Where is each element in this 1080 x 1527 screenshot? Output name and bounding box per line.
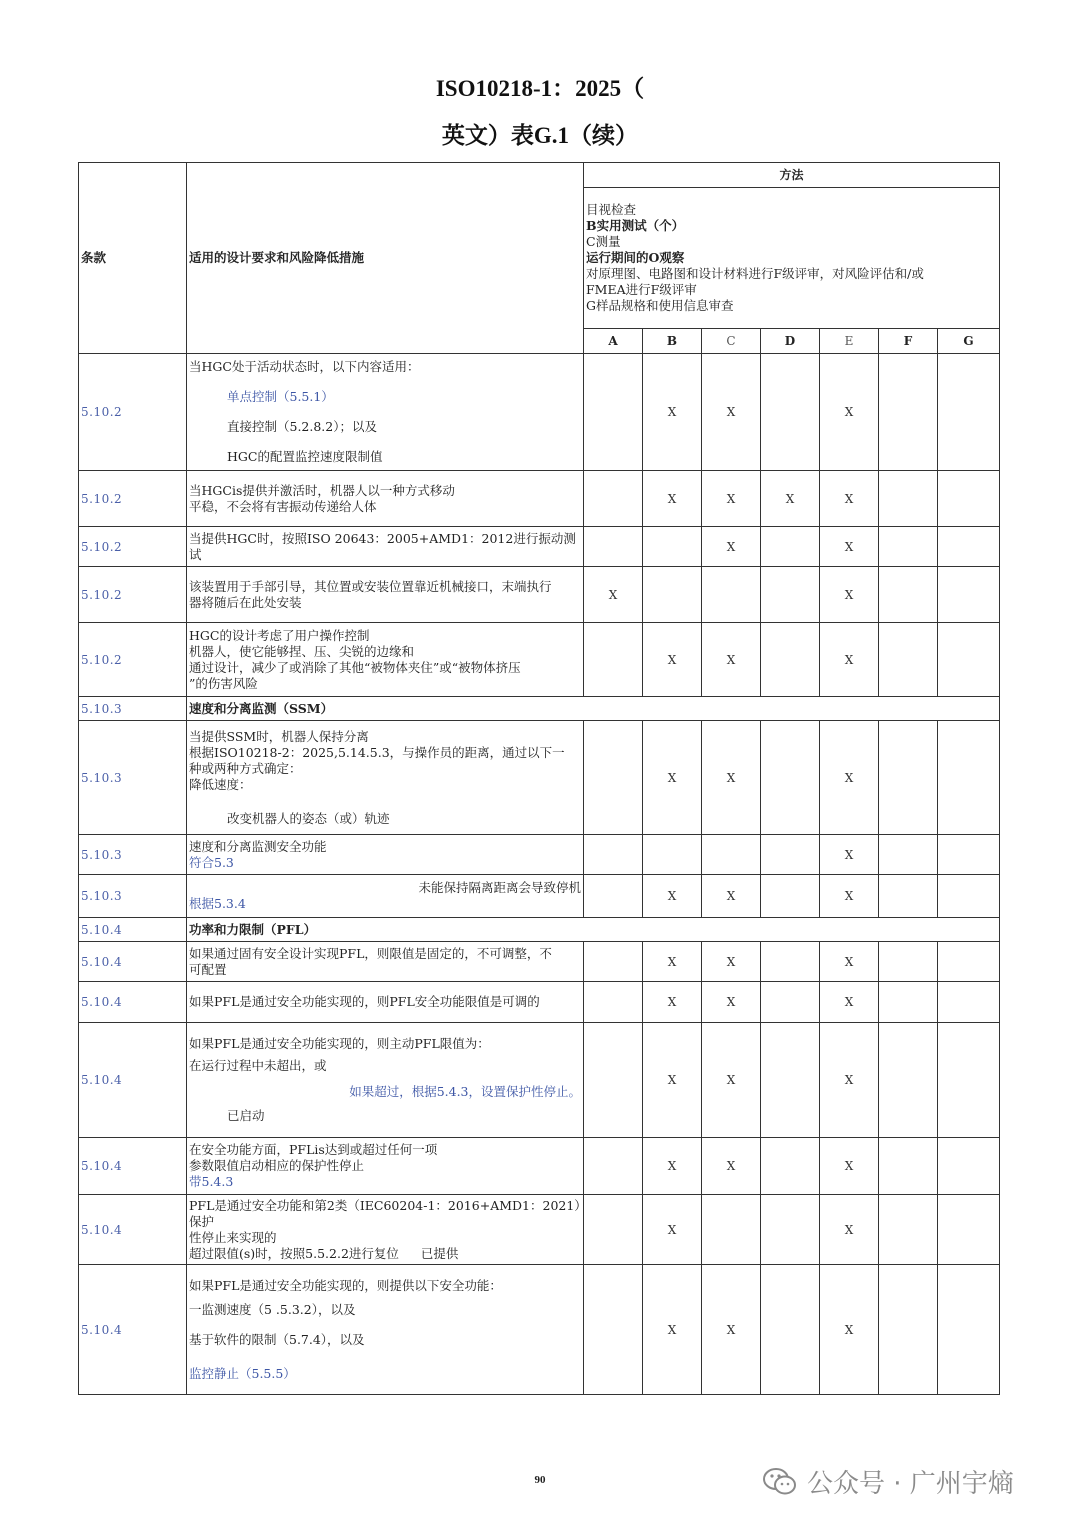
requirement-cell bbox=[187, 1023, 584, 1138]
mark-e: X bbox=[820, 623, 879, 697]
table-row bbox=[79, 1023, 1000, 1138]
table-row bbox=[79, 982, 1000, 1023]
mark-g bbox=[938, 1023, 1000, 1138]
req-line: 在安全功能方面，PFLis达到或超过任何一项 bbox=[189, 1142, 438, 1157]
mark-f bbox=[879, 567, 938, 623]
document-title-line1: ISO10218-1：2025（ bbox=[435, 76, 645, 101]
requirement-cell bbox=[187, 567, 584, 623]
mark-f bbox=[879, 982, 938, 1023]
req-line: 参数限值启动相应的保护性停止 bbox=[189, 1158, 365, 1173]
req-line: 单点控制（5.5.1） bbox=[227, 389, 334, 404]
mark-a bbox=[584, 835, 643, 875]
mark-d bbox=[761, 623, 820, 697]
req-line: 如果PFL是通过安全功能实现的，则PFL安全功能限值是可调的 bbox=[189, 994, 540, 1009]
mark-g bbox=[938, 721, 1000, 835]
table-row bbox=[79, 567, 1000, 623]
mark-f bbox=[879, 942, 938, 982]
mark-c: X bbox=[702, 982, 761, 1023]
mark-d bbox=[761, 1195, 820, 1265]
req-line: 直接控制（5.2.8.2）；以及 bbox=[227, 419, 377, 434]
mark-a bbox=[584, 1195, 643, 1265]
mark-e: X bbox=[820, 1265, 879, 1395]
req-line: 如果PFL是通过安全功能实现的，则提供以下安全功能： bbox=[189, 1277, 502, 1293]
document-title-line2: 英文）表G.1（续） bbox=[441, 123, 639, 148]
mark-b: X bbox=[643, 1023, 702, 1138]
method-legend bbox=[584, 188, 1000, 329]
mark-e: X bbox=[820, 567, 879, 623]
req-line: 当HGCis提供并激活时，机器人以一种方式移动 bbox=[189, 482, 455, 498]
mark-d: X bbox=[761, 471, 820, 527]
table-row bbox=[79, 623, 1000, 697]
req-line: 根据ISO10218-2：2025,5.14.5.3，与操作员的距离，通过以下一 bbox=[189, 744, 565, 760]
req-line: 一监测速度（5 .5.3.2），以及 bbox=[189, 1301, 356, 1317]
requirement-cell bbox=[187, 1195, 584, 1265]
method-legend-b: B实用测试（个） bbox=[586, 218, 685, 233]
mark-c: X bbox=[702, 1023, 761, 1138]
mark-g bbox=[938, 567, 1000, 623]
header-clause: 条款 bbox=[79, 163, 187, 354]
requirement-cell bbox=[187, 982, 584, 1023]
requirement-cell bbox=[187, 471, 584, 527]
wechat-icon bbox=[763, 1468, 797, 1496]
section-row bbox=[79, 918, 1000, 942]
method-legend-g: G样品规格和使用信息审查 bbox=[586, 298, 734, 313]
mark-a bbox=[584, 982, 643, 1023]
table-row bbox=[79, 942, 1000, 982]
mark-e: X bbox=[820, 1195, 879, 1265]
req-line: 平稳，不会将有害振动传递给人体 bbox=[189, 498, 377, 514]
clause-cell: 5.10.4 bbox=[79, 1195, 187, 1265]
req-line-part: 超过限值(s)时，按照5.5.2.2进行复位 bbox=[189, 1245, 399, 1261]
mark-e: X bbox=[820, 354, 879, 471]
requirement-cell bbox=[187, 1265, 584, 1395]
mark-f bbox=[879, 835, 938, 875]
mark-b: X bbox=[643, 875, 702, 918]
table-row bbox=[79, 527, 1000, 567]
col-e: E bbox=[820, 329, 879, 354]
requirement-cell bbox=[187, 875, 584, 918]
mark-f bbox=[879, 1195, 938, 1265]
req-line: 根据5.3.4 bbox=[189, 896, 246, 911]
table-row bbox=[79, 1195, 1000, 1265]
clause-cell: 5.10.4 bbox=[79, 918, 187, 942]
mark-g bbox=[938, 354, 1000, 471]
mark-c: X bbox=[702, 354, 761, 471]
mark-c bbox=[702, 1195, 761, 1265]
mark-b bbox=[643, 835, 702, 875]
mark-f bbox=[879, 1138, 938, 1195]
mark-b: X bbox=[643, 1195, 702, 1265]
clause-cell: 5.10.2 bbox=[79, 471, 187, 527]
mark-e: X bbox=[820, 835, 879, 875]
clause-cell: 5.10.4 bbox=[79, 942, 187, 982]
mark-c: X bbox=[702, 1138, 761, 1195]
mark-f bbox=[879, 527, 938, 567]
mark-g bbox=[938, 982, 1000, 1023]
mark-e: X bbox=[820, 942, 879, 982]
mark-f bbox=[879, 471, 938, 527]
mark-a bbox=[584, 527, 643, 567]
clause-cell: 5.10.3 bbox=[79, 721, 187, 835]
req-line: HGC的配置监控速度限制值 bbox=[227, 449, 383, 464]
mark-d bbox=[761, 875, 820, 918]
mark-d bbox=[761, 1023, 820, 1138]
mark-d bbox=[761, 942, 820, 982]
mark-e: X bbox=[820, 1138, 879, 1195]
col-a: A bbox=[584, 329, 643, 354]
req-line: 未能保持隔离距离会导致停机 bbox=[418, 880, 581, 895]
mark-a bbox=[584, 1023, 643, 1138]
watermark-text: 公众号 · 广州宇熵 bbox=[807, 1469, 1014, 1499]
requirement-cell bbox=[187, 354, 584, 471]
mark-b: X bbox=[643, 1138, 702, 1195]
method-legend-a: 目视检查 bbox=[586, 202, 637, 217]
mark-d bbox=[761, 527, 820, 567]
req-line: ”的伤害风险 bbox=[189, 675, 258, 691]
mark-c: X bbox=[702, 721, 761, 835]
requirements-table bbox=[78, 162, 1000, 1395]
mark-d bbox=[761, 1138, 820, 1195]
col-d: D bbox=[761, 329, 820, 354]
clause-cell: 5.10.3 bbox=[79, 835, 187, 875]
mark-e: X bbox=[820, 1023, 879, 1138]
mark-b bbox=[643, 527, 702, 567]
mark-d bbox=[761, 721, 820, 835]
mark-f bbox=[879, 623, 938, 697]
table-row bbox=[79, 471, 1000, 527]
req-line: 通过设计，减少了或消除了其他“被物体夹住”或“被物体挤压 bbox=[189, 659, 521, 675]
mark-g bbox=[938, 875, 1000, 918]
mark-a bbox=[584, 1265, 643, 1395]
clause-cell: 5.10.3 bbox=[79, 697, 187, 721]
mark-b: X bbox=[643, 721, 702, 835]
requirement-cell bbox=[187, 623, 584, 697]
req-line bbox=[189, 1246, 581, 1262]
clause-cell: 5.10.2 bbox=[79, 623, 187, 697]
requirement-cell bbox=[187, 721, 584, 835]
req-line: 当HGC处于活动状态时，以下内容适用： bbox=[189, 359, 420, 374]
header-method: 方法 bbox=[584, 163, 1000, 188]
method-legend-c: C测量 bbox=[586, 234, 621, 249]
req-line: 监控静止（5.5.5） bbox=[189, 1365, 296, 1381]
page-number: 90 bbox=[534, 1474, 546, 1486]
table-row bbox=[79, 1265, 1000, 1395]
req-line: 改变机器人的姿态（或）轨迹 bbox=[227, 810, 390, 826]
mark-e: X bbox=[820, 471, 879, 527]
clause-cell: 5.10.3 bbox=[79, 875, 187, 918]
req-line: 如果PFL是通过安全功能实现的，则主动PFL限值为： bbox=[189, 1036, 490, 1051]
req-line: 性停止来实现的 bbox=[189, 1229, 277, 1245]
mark-c: X bbox=[702, 1265, 761, 1395]
req-line: 当提供SSM时，机器人保持分离 bbox=[189, 728, 369, 744]
table-row bbox=[79, 875, 1000, 918]
clause-cell: 5.10.2 bbox=[79, 354, 187, 471]
req-line: 已启动 bbox=[227, 1108, 265, 1123]
mark-g bbox=[938, 835, 1000, 875]
mark-a: X bbox=[584, 567, 643, 623]
req-line: 符合5.3 bbox=[189, 854, 234, 870]
method-legend-f2: FMEA进行F级评审 bbox=[586, 282, 697, 297]
req-line: 器将随后在此处安装 bbox=[189, 594, 302, 610]
mark-f bbox=[879, 1023, 938, 1138]
mark-c: X bbox=[702, 942, 761, 982]
req-line: 速度和分离监测安全功能 bbox=[189, 838, 327, 854]
mark-c bbox=[702, 835, 761, 875]
req-line: 如果超过，根据5.4.3，设置保护性停止。 bbox=[349, 1084, 581, 1099]
req-line: 可配置 bbox=[189, 961, 227, 977]
req-line: 该装置用于手部引导，其位置或安装位置靠近机械接口，末端执行 bbox=[189, 578, 552, 594]
method-legend-f1: 对原理图、电路图和设计材料进行F级评审，对风险评估和/或 bbox=[586, 266, 924, 281]
req-line: HGC的设计考虑了用户操作控制 bbox=[189, 627, 370, 643]
requirement-cell bbox=[187, 527, 584, 567]
col-c: C bbox=[702, 329, 761, 354]
mark-g bbox=[938, 623, 1000, 697]
mark-a bbox=[584, 471, 643, 527]
mark-d bbox=[761, 982, 820, 1023]
mark-e: X bbox=[820, 875, 879, 918]
mark-a bbox=[584, 1138, 643, 1195]
col-g: G bbox=[938, 329, 1000, 354]
req-line: 如果通过固有安全设计实现PFL，则限值是固定的，不可调整，不 bbox=[189, 945, 552, 961]
mark-b bbox=[643, 567, 702, 623]
mark-e: X bbox=[820, 721, 879, 835]
mark-b: X bbox=[643, 354, 702, 471]
req-line: 当提供HGC时，按照ISO 20643：2005+AMD1：2012进行振动测 bbox=[189, 530, 576, 546]
mark-c: X bbox=[702, 875, 761, 918]
section-title: 功率和力限制（PFL） bbox=[187, 918, 1000, 942]
req-line: 种或两种方式确定： bbox=[189, 760, 302, 776]
mark-e: X bbox=[820, 527, 879, 567]
req-line: 在运行过程中未超出，或 bbox=[189, 1058, 327, 1073]
mark-f bbox=[879, 354, 938, 471]
req-line: 试 bbox=[189, 546, 202, 562]
clause-cell: 5.10.4 bbox=[79, 1265, 187, 1395]
table-row bbox=[79, 1138, 1000, 1195]
clause-cell: 5.10.4 bbox=[79, 982, 187, 1023]
mark-a bbox=[584, 875, 643, 918]
mark-b: X bbox=[643, 1265, 702, 1395]
mark-c bbox=[702, 567, 761, 623]
method-legend-d: 运行期间的O观察 bbox=[586, 250, 685, 265]
mark-a bbox=[584, 721, 643, 835]
mark-c: X bbox=[702, 623, 761, 697]
mark-g bbox=[938, 942, 1000, 982]
clause-cell: 5.10.2 bbox=[79, 567, 187, 623]
mark-b: X bbox=[643, 982, 702, 1023]
req-line-part: 已提供 bbox=[420, 1245, 459, 1261]
mark-c: X bbox=[702, 471, 761, 527]
mark-d bbox=[761, 835, 820, 875]
mark-b: X bbox=[643, 471, 702, 527]
mark-a bbox=[584, 354, 643, 471]
table-row bbox=[79, 835, 1000, 875]
mark-g bbox=[938, 1138, 1000, 1195]
requirement-cell bbox=[187, 835, 584, 875]
mark-f bbox=[879, 875, 938, 918]
mark-b: X bbox=[643, 623, 702, 697]
section-title: 速度和分离监测（SSM） bbox=[187, 697, 1000, 721]
req-line: 机器人，使它能够捏、压、尖锐的边缘和 bbox=[189, 643, 415, 659]
clause-cell: 5.10.4 bbox=[79, 1138, 187, 1195]
mark-d bbox=[761, 354, 820, 471]
col-b: B bbox=[643, 329, 702, 354]
clause-cell: 5.10.4 bbox=[79, 1023, 187, 1138]
req-line: 基于软件的限制（5.7.4），以及 bbox=[189, 1331, 365, 1347]
mark-e: X bbox=[820, 982, 879, 1023]
mark-d bbox=[761, 567, 820, 623]
mark-c: X bbox=[702, 527, 761, 567]
req-line: PFL是通过安全功能和第2类（IEC60204-1：2016+AMD1：2021）保护 bbox=[189, 1197, 581, 1229]
mark-a bbox=[584, 942, 643, 982]
mark-a bbox=[584, 623, 643, 697]
mark-f bbox=[879, 721, 938, 835]
watermark bbox=[763, 1463, 1014, 1500]
req-line: 降低速度： bbox=[189, 776, 252, 792]
requirement-cell bbox=[187, 942, 584, 982]
clause-cell: 5.10.2 bbox=[79, 527, 187, 567]
mark-g bbox=[938, 527, 1000, 567]
header-requirement: 适用的设计要求和风险降低措施 bbox=[187, 163, 584, 354]
mark-g bbox=[938, 1265, 1000, 1395]
req-line: 带5.4.3 bbox=[189, 1174, 234, 1189]
mark-g bbox=[938, 1195, 1000, 1265]
mark-f bbox=[879, 1265, 938, 1395]
table-row bbox=[79, 721, 1000, 835]
section-row bbox=[79, 697, 1000, 721]
mark-d bbox=[761, 1265, 820, 1395]
requirement-cell bbox=[187, 1138, 584, 1195]
mark-b: X bbox=[643, 942, 702, 982]
mark-g bbox=[938, 471, 1000, 527]
table-row bbox=[79, 354, 1000, 471]
col-f: F bbox=[879, 329, 938, 354]
